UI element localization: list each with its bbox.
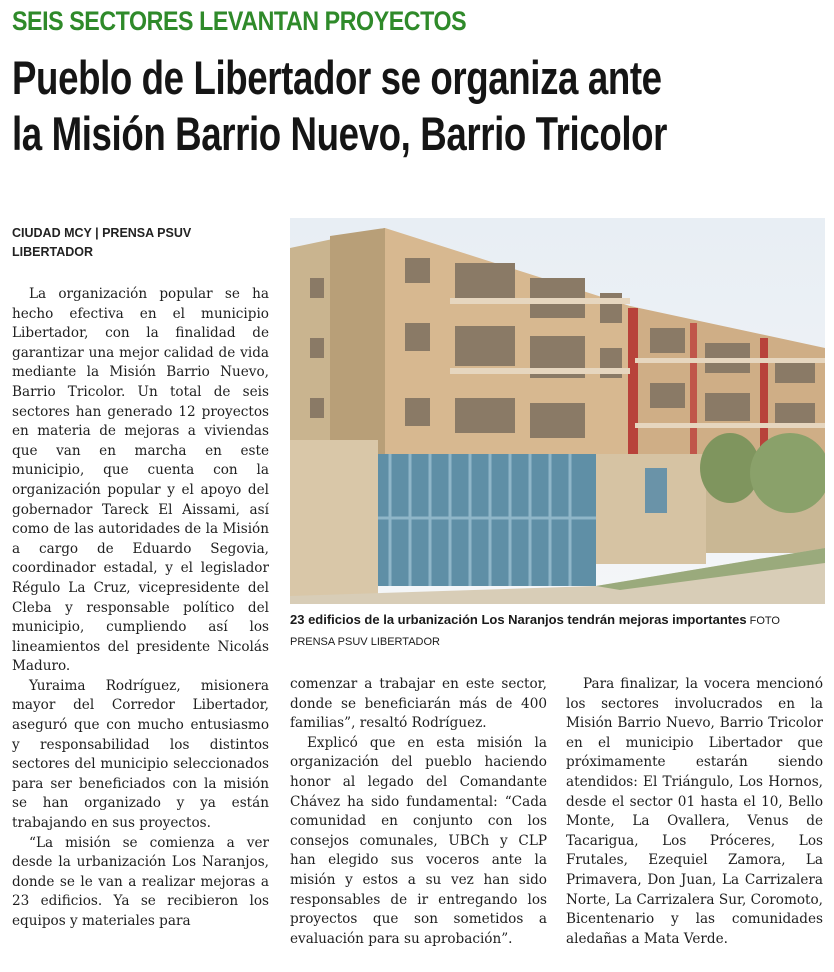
kicker: SEIS SECTORES LEVANTAN PROYECTOS [12,6,467,36]
building-photo [290,218,825,604]
headline-line-2: la Misión Barrio Nuevo, Barrio Tricolor [12,107,668,160]
photo-credit: FOTO PRENSA PSUV LIBERTADOR [290,615,780,648]
headline-line-1: Pueblo de Libertador se organiza ante [12,51,662,104]
byline-line-1: CIUDAD MCY | PRENSA PSUV [12,226,192,240]
caption-text: 23 edificios de la urbanización Los Naranjos tendrán mejoras importantes [290,612,747,627]
paragraph: La organización popular se ha hecho efectiva en el municipio Libertador, con la finalidad de garantizar una mejor calidad de vida mediante la Misión Barrio Nuevo, Barrio Tricolor. Un total de seis sectores han generado 12 proyectos en materia de mejoras a viviendas que van en marcha en este municipio, que cuenta con la organización popular y el apoyo del gobernador Tareck El Aissami, así como de las autoridades de la Misión a cargo de Eduardo Segovia, coordinador estadal, y el legislador Régulo La Cruz, vicepresidente del Cleba y responsable político del municipio, cumpliendo así los lineamientos del presidente Nicolás Maduro. [12,286,269,675]
byline [12,224,282,262]
byline-line-2: LIBERTADOR [12,245,94,259]
paragraph: Yuraima Rodríguez, misionera mayor del Corredor Libertador, aseguró que con mucho entusiasmo y responsabilidad los distintos sectores del municipio seleccionados para ser beneficiados con la misión se han organizado y ya están trabajando en sus proyectos. [12,677,269,832]
article-column-3 [566,675,823,949]
paragraph: Para finalizar, la vocera mencionó los sectores involucrados en la Misión Barrio Nuevo, Barrio Tricolor en el municipio Libertador que próximamente estarán siendo atendidos: El Triángulo, Los Hornos, desde el sector 01 hasta el 10, Bello Monte, La Ovallera, Venus de Tacarigua, Los Próceres, Los Frutales, Ezequiel Zamora, La Primavera, Don Juan, La Carrizalera Norte, La Carrizalera Sur, Coromoto, Bicentenario y las comunidades aledañas a Mata Verde. [566,676,823,947]
paragraph-continued: comenzar a trabajar en este sector, donde se beneficiarán más de 400 familias”, resaltó Rodríguez. [290,676,547,732]
headline [12,50,792,162]
article-column-2 [290,675,547,949]
paragraph: Explicó que en esta misión la organización del pueblo haciendo honor al legado del Comandante Chávez ha sido fundamental: “Cada comunidad en conjunto con los consejos comunales, UBCh y CLP han elegido sus voceros ante la misión y estos a su vez han sido responsables de ir entregando los proyectos que son sometidos a evaluación para su aprobación”. [290,734,547,947]
paragraph: “La misión se comienza a ver desde la urbanización Los Naranjos, donde se le van a realizar mejoras a 23 edificios. Ya se recibieron los equipos y materiales para [12,834,269,929]
photo-caption [290,610,825,652]
article-column-1 [12,285,269,932]
